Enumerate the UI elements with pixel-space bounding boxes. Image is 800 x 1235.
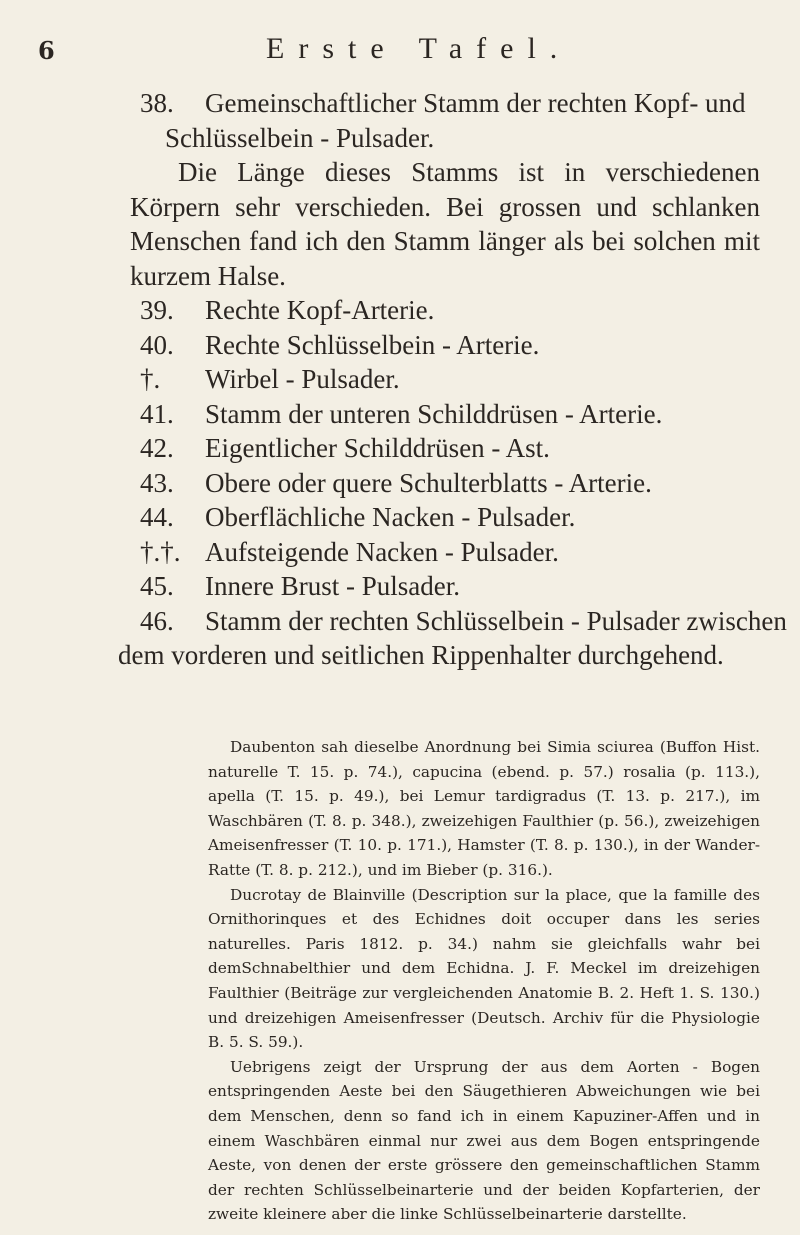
running-title: Erste Tafel. xyxy=(266,32,572,65)
entry-label: Wirbel - Pulsader. xyxy=(205,364,400,394)
footnote-paragraph: Uebrigens zeigt der Ursprung der aus dem Aorten - Bogen entspringenden Aeste bei den Säugethieren Abweichungen wie bei dem Menschen, denn so fand ich in einem Kapuziner-Affen und in einem Waschbären einmal nur zwei aus dem Bogen entspringende Aeste, von denen der erste grössere den gemeinschaftlichen Stamm der rechten Schlüsselbeinarterie und der beiden Kopfarterien, der zweite kleinere aber die linke Schlüsselbeinarterie darstellte. xyxy=(208,1057,760,1224)
footnote-paragraph: Daubenton sah dieselbe Anordnung bei Simia sciurea (Buffon Hist. naturelle T. 15. p. 74.), capucina (ebend. p. 57.) rosalia (p. 113.), apella (T. 15. p. 49.), bei Lemur tardigradus (T. 13. p. 217.), im Waschbären (T. 8. p. 348.), zweizehigen Faulthier (p. 56.), zweizehigen Ameisenfresser (T. 10. p. 171.), Hamster (T. 8. p. 130.), in der Wander-Ratte (T. 8. p. 212.), und im Bieber (p. 316.). xyxy=(208,738,760,879)
legend-entry xyxy=(140,431,760,466)
entry-number: 45. xyxy=(140,571,174,601)
entry-label: Rechte Schlüsselbein - Arterie. xyxy=(205,329,540,360)
entry-number: †.†. xyxy=(140,536,181,567)
entry-number: 43. xyxy=(140,467,174,498)
entry-paragraph: Die Länge dieses Stamms ist in verschiedenen Körpern sehr verschieden. Bei grossen und schlanken Menschen fand ich den Stamm länger als bei solchen mit kurzem Halse. xyxy=(130,157,760,291)
legend-entry xyxy=(140,535,760,570)
legend-entry xyxy=(140,397,760,432)
entry-label: Stamm der rechten Schlüsselbein - Pulsader zwischen xyxy=(205,605,787,636)
legend-entry xyxy=(140,569,760,604)
entry-label: Rechte Kopf-Arterie. xyxy=(205,295,435,325)
page-header xyxy=(38,32,758,76)
entry-number: †. xyxy=(140,364,161,394)
legend-entry xyxy=(140,328,760,363)
legend-entry xyxy=(140,86,760,121)
entry-label: Stamm der unteren Schilddrüsen - Arterie. xyxy=(205,398,663,429)
legend-entry xyxy=(140,500,760,535)
entry-number: 42. xyxy=(140,433,174,463)
page-number: 6 xyxy=(38,36,55,65)
entry-label: Eigentlicher Schilddrüsen - Ast. xyxy=(205,433,550,463)
entry-number: 40. xyxy=(140,329,174,360)
entry-label: Aufsteigende Nacken - Pulsader. xyxy=(205,536,559,567)
entry-label: Obere oder quere Schulterblatts - Arterie. xyxy=(205,467,652,498)
entry-number: 44. xyxy=(140,502,174,532)
entry-number: 41. xyxy=(140,398,174,429)
entry-label: Oberflächliche Nacken - Pulsader. xyxy=(205,502,576,532)
legend-entries xyxy=(118,86,787,673)
legend-entry xyxy=(140,604,787,639)
footnotes xyxy=(208,735,760,1227)
entry-number: 38. xyxy=(140,88,174,118)
entry-label: Innere Brust - Pulsader. xyxy=(205,571,460,601)
legend-entry xyxy=(140,466,760,501)
footnote-paragraph: Ducrotay de Blainville (Description sur la place, que la famille des Ornithorinques et des Echidnes doit occuper dans les series naturelles. Paris 1812. p. 34.) nahm sie gleichfalls wahr bei demSchnabelthier und dem Echidna. J. F. Meckel im dreizehigen Faulthier (Beiträge zur vergleichenden Anatomie B. 2. Heft 1. S. 130.) und dreizehigen Ameisenfresser (Deutsch. Archiv für die Physiologie B. 5. S. 59.). xyxy=(208,885,760,1052)
entry-number: 46. xyxy=(140,605,174,636)
legend-entry xyxy=(140,293,760,328)
entry-continuation: Schlüsselbein - Pulsader. xyxy=(165,122,435,153)
entry-label: Gemeinschaftlicher Stamm der rechten Kopf- und xyxy=(205,88,746,118)
entry-number: 39. xyxy=(140,295,174,325)
entry-continuation: dem vorderen und seitlichen Rippenhalter durchgehend. xyxy=(118,640,724,670)
legend-entry xyxy=(140,362,760,397)
